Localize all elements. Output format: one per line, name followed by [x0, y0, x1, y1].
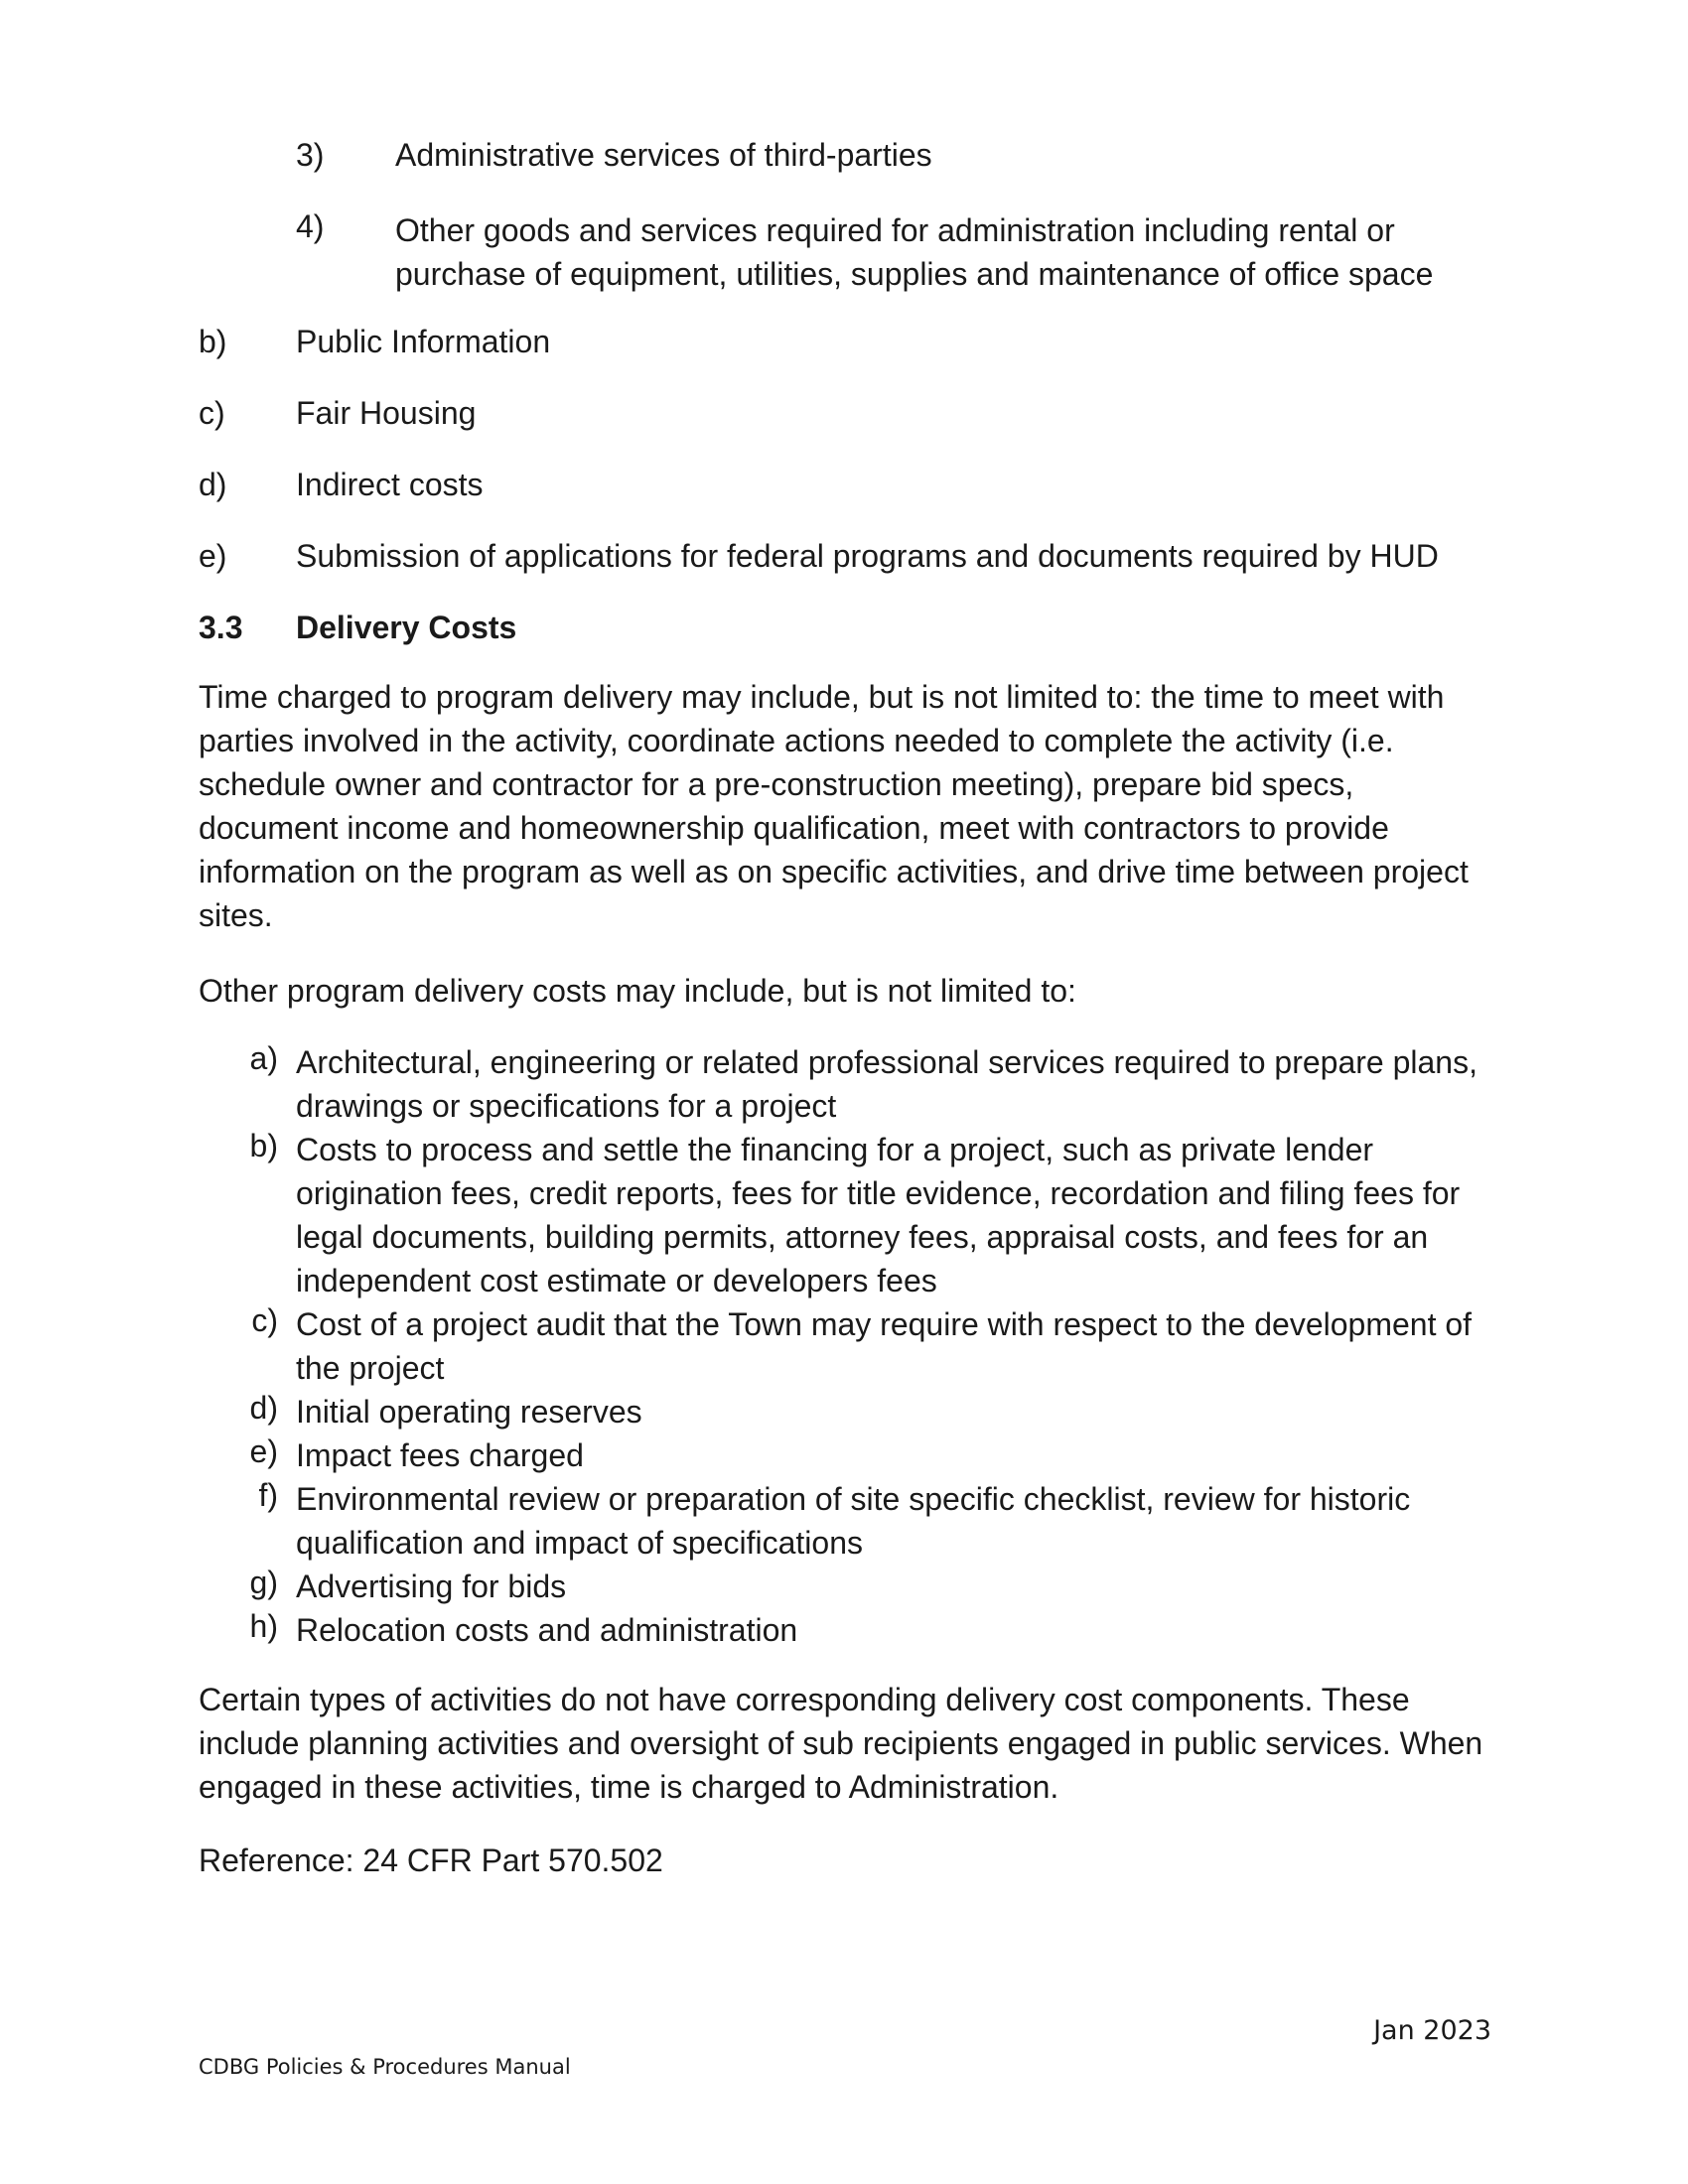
item-text: Submission of applications for federal programs and documents required by HUD	[296, 538, 1439, 574]
footer-date: Jan 2023	[1373, 2015, 1491, 2046]
list-text: Relocation costs and administration	[296, 1612, 798, 1648]
sub-item-text: Other goods and services required for administration including rental or purchase of equipment, utilities, supplies and maintenance of office space	[395, 212, 1434, 292]
list-marker: f)	[258, 1477, 278, 1513]
list-marker: e)	[249, 1433, 278, 1469]
sub-item-text: Administrative services of third-parties	[395, 137, 932, 173]
list-text: Initial operating reserves	[296, 1394, 642, 1430]
item-text: Fair Housing	[296, 395, 477, 431]
list-marker: g)	[249, 1565, 278, 1600]
list-marker: c)	[251, 1302, 278, 1338]
section-number: 3.3	[199, 610, 243, 645]
item-text: Public Information	[296, 324, 551, 359]
list-text: Advertising for bids	[296, 1569, 567, 1604]
delivery-time-paragraph: Time charged to program delivery may include, but is not limited to: the time to meet with parties involved in the activity, coordinate actions needed to complete the activity (i.e. schedule owner and contractor for a pre-construction meeting), prepare bid specs, document income and homeownership qualification, meet with contractors to provide information on the program as well as on specific activities, and drive time between project sites.	[199, 679, 1469, 933]
list-text: Environmental review or preparation of site specific checklist, review for historic qualification and impact of specifications	[296, 1481, 1411, 1561]
delivery-costs-intro: Other program delivery costs may include, but is not limited to:	[199, 973, 1076, 1009]
list-marker: b)	[249, 1128, 278, 1163]
list-marker: a)	[249, 1040, 278, 1076]
list-text: Impact fees charged	[296, 1437, 584, 1473]
item-marker: b)	[199, 324, 227, 359]
section-title: Delivery Costs	[296, 610, 517, 645]
list-text: Architectural, engineering or related professional services required to prepare plans, drawings or specifications for a project	[296, 1044, 1477, 1124]
footer-title: CDBG Policies & Procedures Manual	[199, 2055, 571, 2079]
sub-item-marker: 4)	[296, 208, 325, 244]
list-marker: h)	[249, 1608, 278, 1644]
item-text: Indirect costs	[296, 467, 484, 502]
item-marker: d)	[199, 467, 227, 502]
list-text: Costs to process and settle the financing for a project, such as private lender origination fees, credit reports, fees for title evidence, recordation and filing fees for legal documents, building permits, attorney fees, appraisal costs, and fees for an independent cost estimate or developers fees	[296, 1132, 1461, 1298]
sub-item-marker: 3)	[296, 137, 325, 173]
reference-line: Reference: 24 CFR Part 570.502	[199, 1843, 663, 1878]
list-marker: d)	[249, 1390, 278, 1426]
activities-paragraph: Certain types of activities do not have corresponding delivery cost components. These include planning activities and oversight of sub recipients engaged in public services. When engaged in these activities, time is charged to Administration.	[199, 1682, 1483, 1805]
item-marker: c)	[199, 395, 225, 431]
item-marker: e)	[199, 538, 227, 574]
list-text: Cost of a project audit that the Town may require with respect to the development of the project	[296, 1306, 1473, 1386]
